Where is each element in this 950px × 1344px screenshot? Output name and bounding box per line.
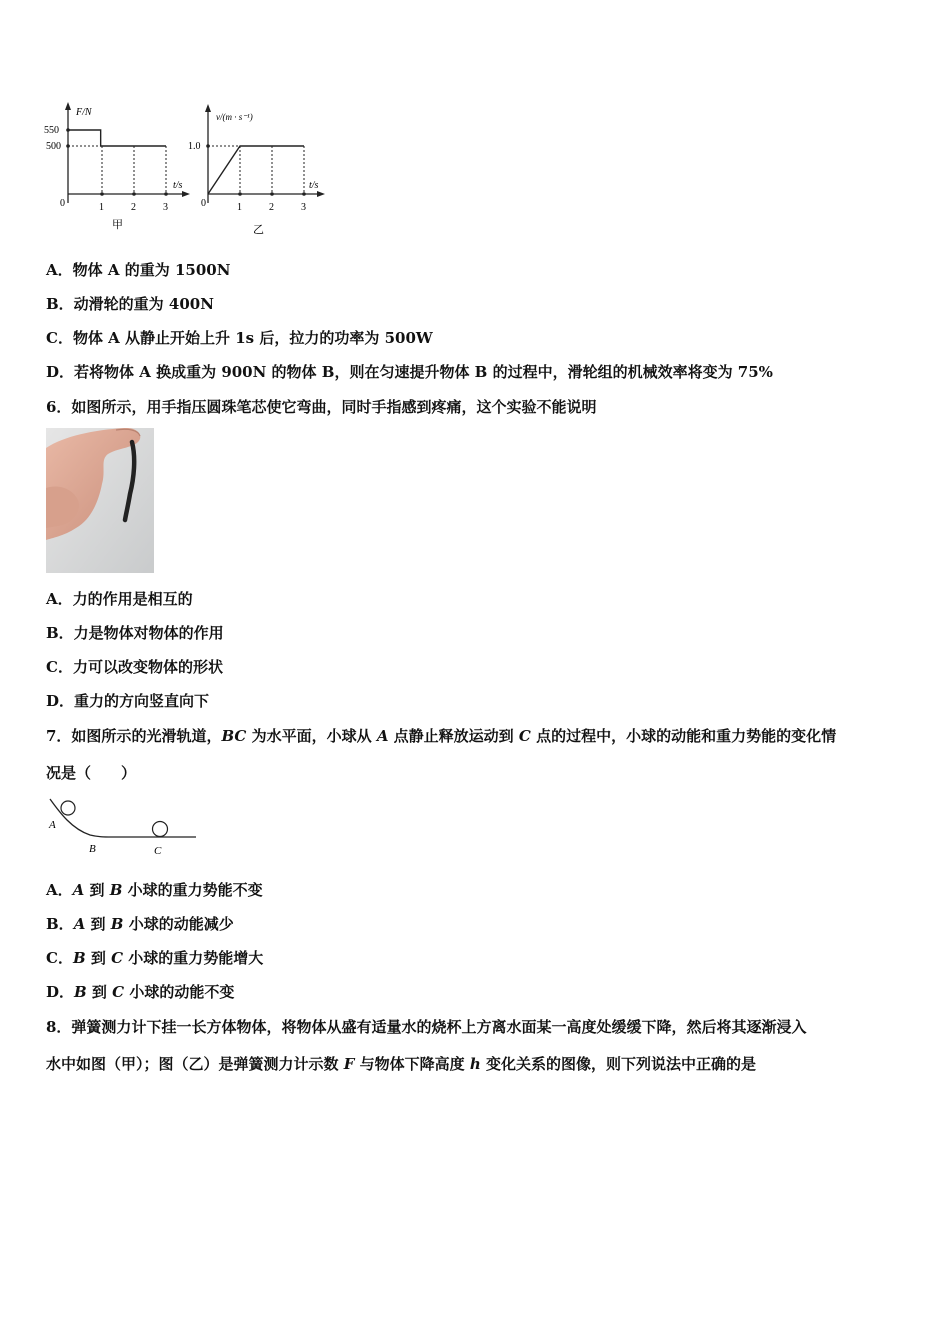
y-tick-550: 550 bbox=[44, 125, 59, 136]
y-axis-arrow bbox=[205, 104, 211, 112]
q5-option-d: D．若将物体 A 换成重为 900N 的物体 B，则在匀速提升物体 B 的过程中，滑轮组的机械效率将变为 75% bbox=[46, 363, 773, 381]
q7-option-d: D．B 到 C 小球的动能不变 bbox=[46, 983, 235, 1001]
q7-option-c: C．B 到 C 小球的重力势能增大 bbox=[46, 949, 264, 967]
tick-dot bbox=[270, 192, 274, 196]
graph-caption: 甲 bbox=[112, 219, 123, 231]
q6-option-a: A．力的作用是相互的 bbox=[46, 590, 193, 608]
x-axis-label: t/s bbox=[173, 180, 183, 191]
tick-dot bbox=[66, 144, 70, 148]
y-axis-arrow bbox=[65, 102, 71, 110]
q5-option-c: C．物体 A 从静止开始上升 1s 后，拉力的功率为 500W bbox=[46, 329, 433, 347]
q6-stem: 6．如图所示，用手指压圆珠笔芯使它弯曲，同时手指感到疼痛，这个实验不能说明 bbox=[46, 398, 597, 416]
q7-stem-line1: 7．如图所示的光滑轨道，BC 为水平面，小球从 A 点静止释放运动到 C 点的过程中，小球的动能和重力势能的变化情 bbox=[46, 727, 837, 745]
graph-caption: 乙 bbox=[253, 224, 264, 236]
tick-dot bbox=[132, 192, 136, 196]
y-axis-label: F/N bbox=[76, 107, 92, 118]
x-tick-3: 3 bbox=[163, 202, 168, 213]
finger-pressing-pen-photo bbox=[46, 428, 154, 573]
series-line bbox=[208, 146, 304, 194]
q6-option-c: C．力可以改变物体的形状 bbox=[46, 658, 223, 676]
tick-dot bbox=[100, 192, 104, 196]
label-c: C bbox=[154, 845, 162, 857]
tick-dot bbox=[206, 144, 210, 148]
track-diagram bbox=[46, 795, 206, 860]
q8-stem-line2: 水中如图（甲）；图（乙）是弹簧测力计示数 F 与物体下降高度 h 变化关系的图像，则下列说法中正确的是 bbox=[46, 1055, 756, 1073]
y-tick-1: 1.0 bbox=[188, 141, 201, 152]
x-tick-0: 0 bbox=[201, 198, 206, 209]
x-tick-1: 1 bbox=[99, 202, 104, 213]
tick-dot bbox=[302, 192, 306, 196]
x-axis-label: t/s bbox=[309, 180, 319, 191]
q6-option-b: B．力是物体对物体的作用 bbox=[46, 624, 224, 642]
ball-at-a bbox=[61, 801, 75, 815]
x-tick-2: 2 bbox=[131, 202, 136, 213]
y-axis-label: v/(m · s⁻¹) bbox=[216, 112, 253, 122]
graph-yi bbox=[185, 100, 335, 240]
label-b: B bbox=[89, 843, 96, 855]
q7-option-a: A．A 到 B 小球的重力势能不变 bbox=[46, 881, 263, 899]
ball-at-c bbox=[153, 822, 168, 837]
graph-jia bbox=[40, 100, 200, 240]
y-tick-500: 500 bbox=[46, 141, 61, 152]
q5-option-a: A．物体 A 的重为 1500N bbox=[46, 261, 231, 279]
x-axis-arrow bbox=[317, 191, 325, 197]
label-a: A bbox=[49, 819, 56, 831]
q7-stem-line2: 况是（ ） bbox=[46, 764, 137, 782]
series-line bbox=[68, 130, 166, 146]
tick-dot bbox=[66, 128, 70, 132]
q6-option-d: D．重力的方向竖直向下 bbox=[46, 692, 210, 710]
x-tick-1: 1 bbox=[237, 202, 242, 213]
q8-stem-line1: 8．弹簧测力计下挂一长方体物体，将物体从盛有适量水的烧杯上方离水面某一高度处缓缓下降，然后将其逐渐浸入 bbox=[46, 1018, 807, 1036]
x-tick-0: 0 bbox=[60, 198, 65, 209]
tick-dot bbox=[238, 192, 242, 196]
x-tick-3: 3 bbox=[301, 202, 306, 213]
q7-option-b: B．A 到 B 小球的动能减少 bbox=[46, 915, 234, 933]
tick-dot bbox=[164, 192, 168, 196]
q5-option-b: B．动滑轮的重为 400N bbox=[46, 295, 214, 313]
x-tick-2: 2 bbox=[269, 202, 274, 213]
